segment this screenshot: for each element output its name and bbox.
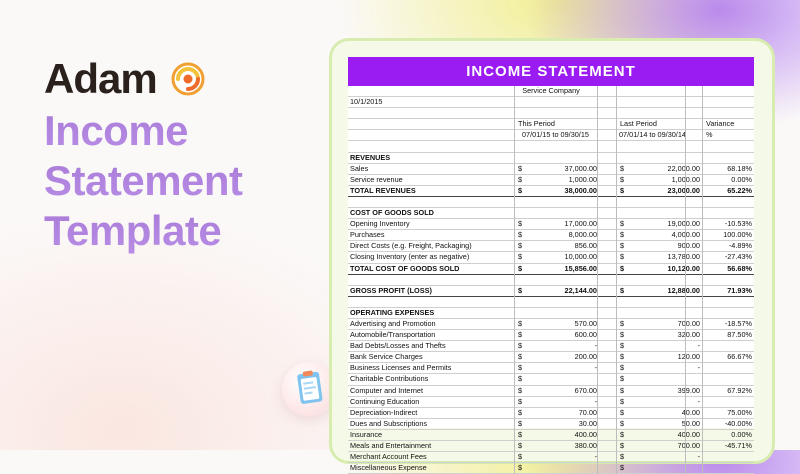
currency-symbol: $ [620,341,625,351]
column-divider [514,86,515,474]
this-period-value: 10,000.00 [564,252,597,262]
this-period-value: - [594,363,597,373]
this-period-value: - [594,341,597,351]
period-label-row [348,119,754,130]
this-period-value: 30.00 [578,418,597,428]
row-label: Purchases [350,230,385,240]
currency-symbol: $ [518,352,523,362]
headline-line-2: Statement [44,157,243,204]
variance-value: 65.22% [727,185,752,195]
row-label: Closing Inventory (enter as negative) [350,252,470,262]
currency-symbol: $ [518,341,523,351]
last-period-value: 50.00 [681,418,700,428]
variance-value: 0.00% [731,174,752,184]
row-label: Opening Inventory [350,219,410,229]
total-row [348,186,754,197]
currency-symbol: $ [518,407,523,417]
line-item-row [348,241,754,252]
row-label: Meals and Entertainment [350,441,432,450]
variance-value: -45.71% [724,441,752,450]
section-header-row [348,208,754,219]
currency-symbol: $ [518,463,523,473]
last-period-value: 10,120.00 [667,263,700,273]
variance-value: 71.93% [727,285,752,295]
spacer-row [348,108,754,119]
row-label: Continuing Education [350,396,420,406]
variance-value: 66.67% [727,352,752,362]
currency-symbol: $ [620,374,625,384]
currency-symbol: $ [620,230,625,240]
company-name: Service Company [522,86,580,95]
currency-symbol: $ [518,374,523,384]
variance-value: 0.00% [731,429,752,439]
row-label: Direct Costs (e.g. Freight, Packaging) [350,241,472,251]
headline-line-1: Income [44,106,243,156]
this-period-value: 856.00 [574,241,597,251]
this-period-value: 37,000.00 [564,163,597,173]
row-label: Dues and Subscriptions [350,418,428,428]
line-item-row [348,463,754,474]
variance-value: 67.92% [727,385,752,395]
brand-name: Adam [44,55,157,102]
headline-line-3: Template [44,206,243,256]
row-label: Merchant Account Fees [350,452,427,462]
currency-symbol: $ [518,363,523,373]
last-period-value: 1,000.00 [671,174,700,184]
row-label: TOTAL COST OF GOODS SOLD [350,263,460,273]
currency-symbol: $ [620,185,625,195]
currency-symbol: $ [620,174,625,184]
section-header-row [348,153,754,164]
row-label: Miscellaneous Expense [350,463,427,473]
currency-symbol: $ [518,252,523,262]
currency-symbol: $ [620,441,625,450]
row-label: Charitable Contributions [350,374,429,384]
row-label: Computer and Internet [350,385,424,395]
this-period-value: 70.00 [578,407,597,417]
currency-symbol: $ [620,330,625,340]
last-period-value: 700.00 [677,441,700,450]
total-row [348,286,754,297]
last-period-value: - [697,396,700,406]
column-divider [616,86,617,474]
last-period-value: 12,880.00 [667,285,700,295]
currency-symbol: $ [620,219,625,229]
this-period-value: 1,000.00 [568,174,597,184]
currency-symbol: $ [620,463,625,473]
last-period-value: 23,000.00 [667,185,700,195]
line-item-row [348,164,754,175]
column-divider [685,86,686,474]
currency-symbol: $ [620,252,625,262]
variance-value: 87.50% [727,330,752,340]
last-period-label: Last Period [620,119,657,129]
currency-symbol: $ [518,330,523,340]
this-period-value: 15,856.00 [564,263,597,273]
last-period-range: 07/01/14 to 09/30/14 [619,130,686,140]
currency-symbol: $ [620,407,625,417]
line-item-row [348,397,754,408]
this-period-value: 22,144.00 [564,285,597,295]
last-period-value: 120.00 [677,352,700,362]
currency-symbol: $ [620,163,625,173]
line-item-row [348,419,754,430]
line-item-row [348,441,754,452]
variance-value: -4.89% [728,241,752,251]
currency-symbol: $ [620,263,625,273]
blank-row [348,141,754,152]
total-row [348,264,754,275]
last-period-value: 399.00 [677,385,700,395]
line-item-row [348,175,754,186]
this-period-value: 380.00 [574,441,597,450]
sheet-title: INCOME STATEMENT [348,57,754,86]
currency-symbol: $ [518,318,523,328]
variance-value: 100.00% [723,230,752,240]
row-label: COST OF GOODS SOLD [350,208,434,218]
currency-symbol: $ [518,418,523,428]
row-label: Advertising and Promotion [350,318,436,328]
currency-symbol: $ [620,418,625,428]
currency-symbol: $ [620,452,625,462]
statement-rows [348,141,754,474]
currency-symbol: $ [620,241,625,251]
last-period-value: - [697,341,700,351]
variance-value: 56.68% [727,263,752,273]
this-period-range: 07/01/15 to 09/30/15 [522,130,589,140]
variance-value: -27.43% [724,252,752,262]
this-period-value: 670.00 [574,385,597,395]
last-period-value: 13,780.00 [667,252,700,262]
this-period-value: 400.00 [574,429,597,439]
row-label: Business Licenses and Permits [350,363,452,373]
this-period-value: - [594,452,597,462]
variance-value: -40.00% [724,418,752,428]
this-period-value: 8,000.00 [568,230,597,240]
row-label: TOTAL REVENUES [350,185,416,195]
column-divider [702,86,703,474]
this-period-label: This Period [518,119,555,129]
line-item-row [348,452,754,463]
row-label: REVENUES [350,152,391,162]
line-item-row [348,319,754,330]
this-period-value: 570.00 [574,318,597,328]
line-item-row [348,219,754,230]
currency-symbol: $ [518,174,523,184]
currency-symbol: $ [518,429,523,439]
this-period-value: 17,000.00 [564,219,597,229]
date-row [348,97,754,108]
currency-symbol: $ [518,185,523,195]
column-divider [594,86,598,474]
last-period-value: - [697,452,700,462]
currency-symbol: $ [518,385,523,395]
line-item-row [348,408,754,419]
currency-symbol: $ [620,285,625,295]
last-period-value: 22,000.00 [667,163,700,173]
income-statement-sheet [348,57,754,473]
clipboard-icon [282,362,336,416]
company-row [348,86,754,97]
currency-symbol: $ [518,163,523,173]
currency-symbol: $ [620,318,625,328]
this-period-value: 38,000.00 [564,185,597,195]
row-label: Sales [350,163,369,173]
this-period-value: 600.00 [574,330,597,340]
currency-symbol: $ [620,429,625,439]
line-item-row [348,230,754,241]
line-item-row [348,341,754,352]
variance-value: -18.57% [724,318,752,328]
row-label: OPERATING EXPENSES [350,307,435,317]
last-period-value: 4,000.00 [671,230,700,240]
row-label: Insurance [350,429,383,439]
variance-label: Variance [706,119,735,129]
line-item-row [348,330,754,341]
this-period-value: 200.00 [574,352,597,362]
row-label: Bank Service Charges [350,352,423,362]
currency-symbol: $ [518,441,523,450]
blank-row [348,297,754,308]
row-label: Bad Debts/Losses and Thefts [350,341,446,351]
variance-value: -10.53% [724,219,752,229]
last-period-value: 320.00 [677,330,700,340]
currency-symbol: $ [620,396,625,406]
currency-symbol: $ [518,452,523,462]
sheet-grid [348,86,754,474]
line-item-row [348,374,754,385]
currency-symbol: $ [518,396,523,406]
period-range-row [348,130,754,141]
currency-symbol: $ [518,219,523,229]
line-item-row [348,252,754,263]
currency-symbol: $ [518,241,523,251]
row-label: Automobile/Transportation [350,330,436,340]
row-label: Service revenue [350,174,403,184]
variance-value: 75.00% [727,407,752,417]
ring-logo-icon [171,62,205,96]
headline [44,106,243,256]
currency-symbol: $ [620,352,625,362]
last-period-value: 19,000.00 [667,219,700,229]
last-period-value: 400.00 [677,429,700,439]
brand [44,55,205,103]
currency-symbol: $ [620,385,625,395]
currency-symbol: $ [518,285,523,295]
statement-date: 10/1/2015 [350,97,383,107]
currency-symbol: $ [518,230,523,240]
this-period-value: - [594,396,597,406]
last-period-value: - [697,363,700,373]
row-label: GROSS PROFIT (LOSS) [350,285,432,295]
row-label: Depreciation-Indirect [350,407,418,417]
variance-value: 68.18% [727,163,752,173]
blank-row [348,197,754,208]
blank-row [348,275,754,286]
last-period-value: 700.00 [677,318,700,328]
line-item-row [348,352,754,363]
line-item-row [348,363,754,374]
line-item-row [348,430,754,441]
line-item-row [348,386,754,397]
section-header-row [348,308,754,319]
currency-symbol: $ [518,263,523,273]
last-period-value: 40.00 [681,407,700,417]
variance-unit: % [706,130,713,140]
currency-symbol: $ [620,363,625,373]
last-period-value: 900.00 [677,241,700,251]
